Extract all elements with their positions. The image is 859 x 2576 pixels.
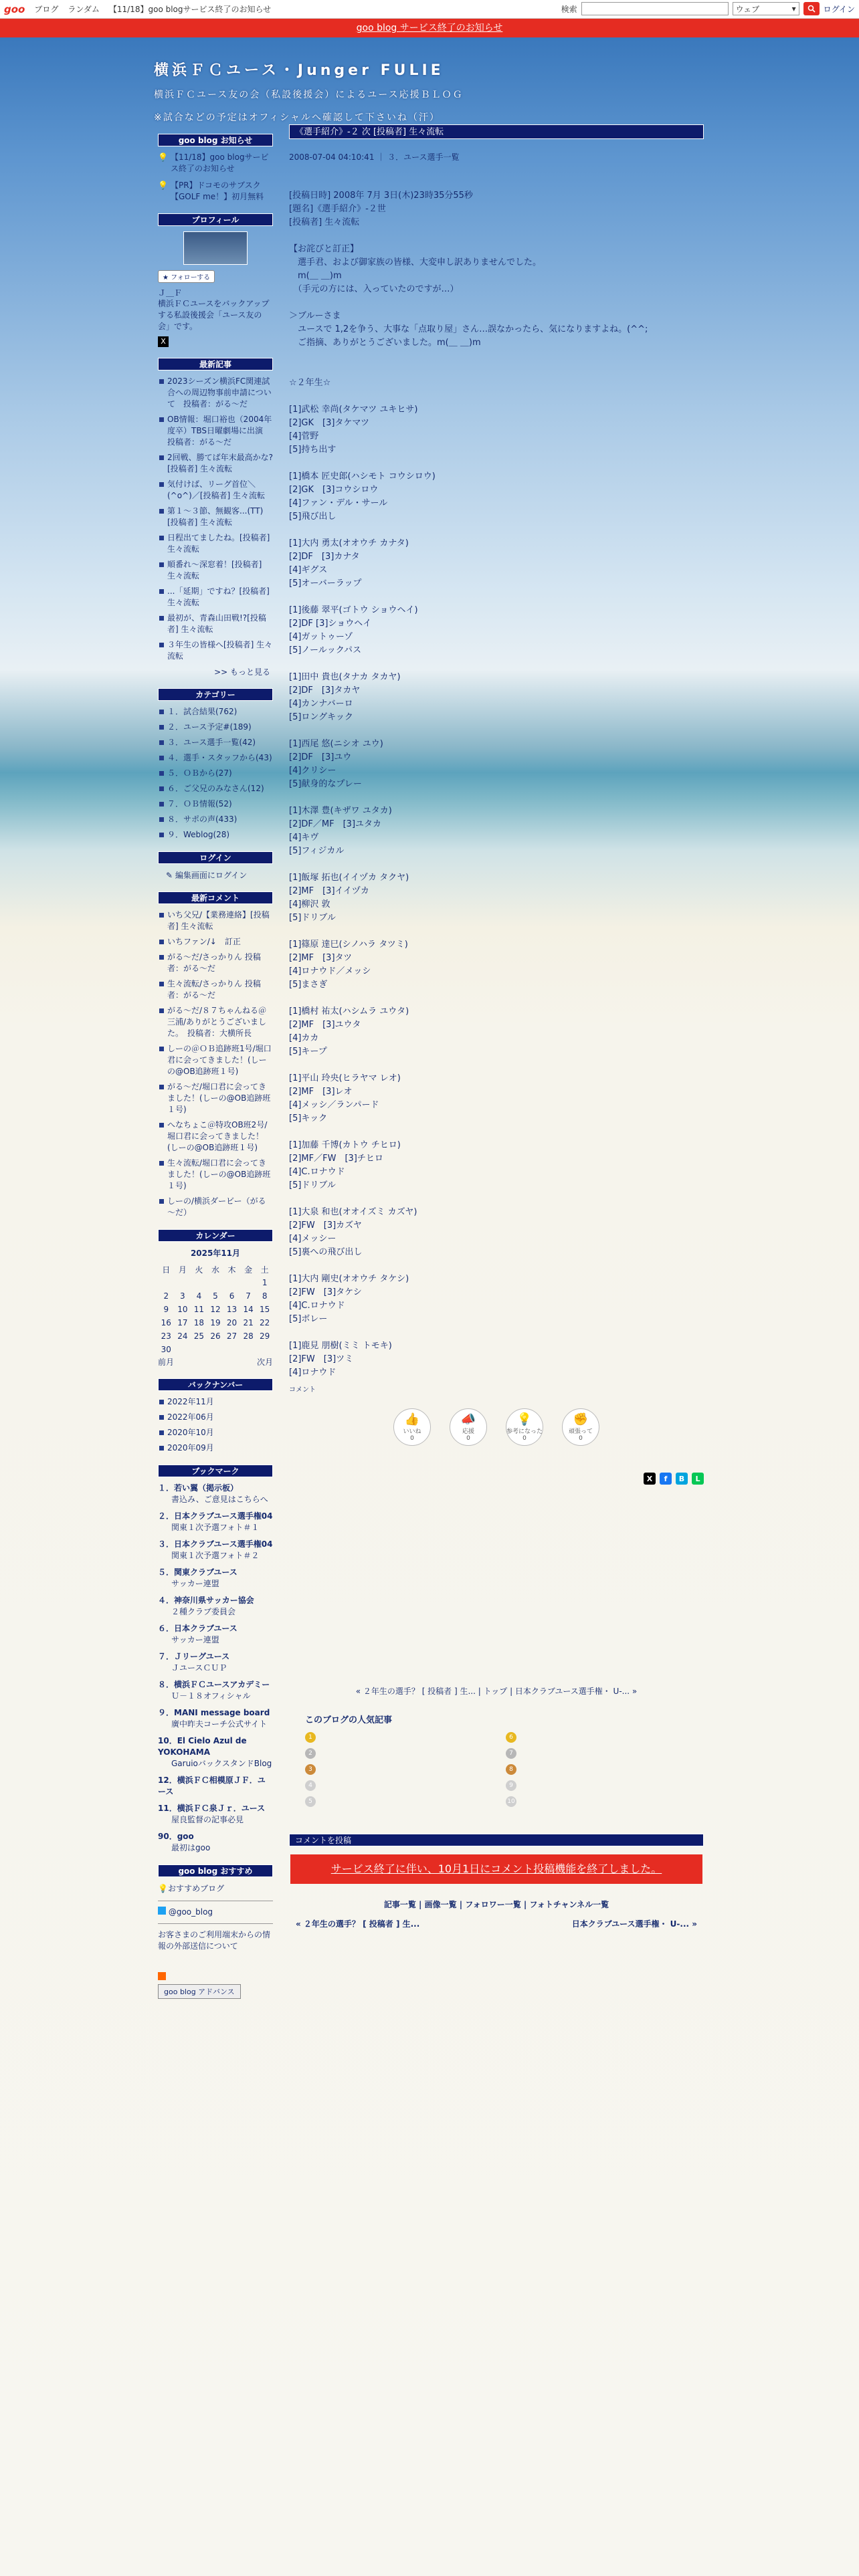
bookmark-desc: 関東１次予選フォト＃１	[171, 1523, 260, 1532]
popular-rank-cell	[506, 1780, 706, 1791]
bookmark-title[interactable]: ３．日本クラブユース選手権04	[158, 1539, 273, 1549]
calendar-day: 26	[210, 1331, 221, 1341]
popular-rank-cell	[506, 1748, 706, 1759]
announce-heading: goo blog お知らせ	[158, 134, 273, 146]
rss-icon[interactable]	[158, 1972, 166, 1980]
rank-icon: 8	[506, 1764, 516, 1775]
login-link[interactable]: ログイン	[823, 4, 855, 14]
footer-links[interactable]: 記事一覧 | 画像一覧 | フォロワー一覧 | フォトチャンネル一覧	[383, 1900, 609, 1909]
bookmark-title[interactable]: ７．Ｊリーグユース	[158, 1652, 230, 1661]
popular-rank-cell	[305, 1780, 506, 1791]
sidebar	[158, 134, 273, 2010]
bookmark-item[interactable]	[158, 1775, 273, 1798]
recent-post-item[interactable]: 順番れ～深窓着！[投稿者] 生々流転	[158, 559, 273, 582]
recent-post-item[interactable]: 気付けば、リーグ首位＼(^o^)／[投稿者] 生々流転	[158, 479, 273, 502]
calendar-month: 2025年11月	[190, 1249, 241, 1258]
bookmark-item[interactable]	[158, 1707, 273, 1730]
advance-badge[interactable]: goo blog アドバンス	[158, 1984, 241, 1999]
login-heading: ログイン	[158, 851, 273, 864]
reaction-emoji-icon: 👍	[404, 1412, 420, 1426]
comment-item[interactable]: がる～だ/さっかりん 投稿者：がる～だ	[158, 952, 273, 974]
comments-heading: 最新コメント	[158, 891, 273, 904]
calendar-day: 14	[243, 1305, 254, 1314]
calendar-weekday: 日	[162, 1265, 171, 1275]
login-box	[158, 851, 273, 881]
recent-post-item[interactable]: 2023シーズン横浜FC関連試合への周辺物事前申請について 投稿者：がる～だ	[158, 376, 273, 410]
rank-icon: 6	[506, 1732, 516, 1743]
search-label: 検索	[561, 4, 577, 14]
profile-name[interactable]: Ｊ＿Ｆ	[158, 288, 183, 298]
category-list	[158, 706, 273, 841]
comment-item[interactable]: がる～だ/堀口君に会ってきました！(しーの@OB追跡班１号)	[158, 1081, 273, 1115]
bookmark-item[interactable]	[158, 1567, 273, 1590]
medal-icon: 2	[305, 1748, 316, 1759]
bookmark-title[interactable]: ９．MANI message board	[158, 1708, 270, 1717]
bookmark-desc: サッカー連盟	[171, 1635, 219, 1644]
bookmark-title[interactable]: ５．関東クラブユース	[158, 1568, 237, 1577]
star-icon: ★	[163, 274, 169, 282]
bookmark-item[interactable]	[158, 1483, 273, 1505]
calendar-day: 21	[243, 1318, 254, 1327]
chevron-down-icon: ▾	[791, 4, 796, 13]
calendar-day: 15	[260, 1305, 270, 1314]
pencil-icon: ✎	[166, 871, 173, 880]
calendar-day: 20	[226, 1318, 237, 1327]
calendar-table	[158, 1263, 273, 1356]
reaction-button[interactable]	[393, 1408, 431, 1446]
search-scope-value: ウェブ	[735, 4, 760, 14]
popular-grid	[305, 1732, 704, 1807]
reaction-count: 0	[466, 1435, 470, 1442]
blog-header	[154, 59, 702, 133]
announce-item[interactable]	[158, 180, 273, 203]
comment-closed-link[interactable]: サービス終了に伴い、10月1日にコメント投稿機能を終了しました。	[330, 1862, 662, 1875]
calendar-day: 24	[177, 1331, 188, 1341]
comment-list	[158, 909, 273, 1218]
popular-rank-cell	[506, 1732, 706, 1743]
comment-item[interactable]: 生々流転/さっかりん 投稿者：がる～だ	[158, 978, 273, 1001]
calendar-day	[191, 1276, 207, 1289]
popular-rank-cell	[506, 1764, 706, 1775]
blog-subdescription: ※試合などの予定はオフィシャルへ確認して下さいね（汗）	[154, 112, 440, 123]
reaction-label: 参考になった	[506, 1428, 543, 1435]
search-input[interactable]	[581, 2, 729, 15]
recent-post-item[interactable]: 日程出てましたね。[投稿者] 生々流転	[158, 532, 273, 555]
recent-post-item[interactable]: 第１～３節、無観客...(TT)[投稿者] 生々流転	[158, 506, 273, 528]
calendar-weekday: 土	[260, 1265, 269, 1275]
calendar-day	[240, 1276, 257, 1289]
bookmark-desc: ＪユースＣＵＰ	[171, 1663, 227, 1673]
comment-item[interactable]: しーの/横浜ダービー（がる～だ）	[158, 1196, 273, 1218]
bookmark-title[interactable]: ８．横浜ＦＣユースアカデミー	[158, 1680, 270, 1689]
prev-month-link[interactable]: 前月	[158, 1358, 175, 1367]
calendar-day: 6	[229, 1291, 235, 1301]
rank-icon: 5	[305, 1796, 316, 1807]
medal-icon: 3	[305, 1764, 316, 1775]
popular-rank-cell	[305, 1732, 506, 1743]
blog-description: 横浜ＦＣユース友の会（私設後援会）によるユース応援ＢＬＯＧ	[154, 90, 464, 100]
calendar-day: 4	[196, 1291, 202, 1301]
bookmark-box	[158, 1465, 273, 1854]
profile-image	[183, 231, 248, 265]
backnumber-item[interactable]: 2020年09月	[158, 1442, 273, 1454]
bookmark-item[interactable]	[158, 1511, 273, 1533]
data-transmission-link[interactable]: お客さまのご利用端末からの情報の外部送信について	[158, 1923, 273, 1952]
recommend-box	[158, 1864, 273, 1999]
recommend-link[interactable]: おすすめブログ	[167, 1884, 225, 1893]
backnumber-item[interactable]: 2020年10月	[158, 1427, 273, 1438]
bookmark-item[interactable]	[158, 1539, 273, 1562]
bookmark-item[interactable]	[158, 1735, 273, 1769]
search-icon	[807, 5, 816, 13]
bookmark-item[interactable]	[158, 1803, 273, 1826]
bookmark-title[interactable]: ６．日本クラブユース	[158, 1624, 237, 1633]
category-item[interactable]: ５．ＯＢから(27)	[158, 768, 273, 779]
bookmark-desc: 最初はgoo	[171, 1843, 211, 1852]
rank-icon: 7	[506, 1748, 516, 1759]
calendar-heading: カレンダー	[158, 1229, 273, 1242]
calendar-day: 28	[243, 1331, 254, 1341]
calendar-weekday: 火	[195, 1265, 203, 1275]
calendar-box	[158, 1229, 273, 1368]
category-item[interactable]: ２．ユース予定#(189)	[158, 722, 273, 733]
reaction-emoji-icon: 📣	[460, 1412, 476, 1426]
more-link[interactable]: >> もっと見る	[214, 667, 270, 677]
goo-twitter-link[interactable]: @goo_blog	[168, 1907, 213, 1917]
next-month-link[interactable]: 次月	[256, 1358, 273, 1367]
rank-icon: 10	[506, 1796, 516, 1807]
category-item[interactable]: ７．ＯＢ情報(52)	[158, 798, 273, 810]
bookmark-title[interactable]: 12．横浜ＦＣ相模原ＪＦ．ユース	[158, 1776, 266, 1796]
calendar-day: 8	[262, 1291, 268, 1301]
reaction-emoji-icon: ✊	[573, 1412, 589, 1426]
hatena-share-icon[interactable]: B	[676, 1473, 688, 1485]
rank-icon: 4	[305, 1780, 316, 1791]
popular-title: このブログの人気記事	[305, 1715, 393, 1725]
calendar-day: 7	[246, 1291, 251, 1301]
bookmark-desc: ２種クラブ委員会	[171, 1607, 236, 1616]
calendar-day	[223, 1276, 240, 1289]
comment-item[interactable]: へなちょこ＠特攻OB班2号/堀口君に会ってきました！(しーの@OB追跡班１号)	[158, 1119, 273, 1154]
calendar-day: 9	[163, 1305, 169, 1314]
comment-heading: コメントを投稿	[289, 1834, 704, 1846]
category-heading: カテゴリー	[158, 688, 273, 701]
line-share-icon[interactable]: L	[692, 1473, 704, 1485]
topbar-link-notice[interactable]: 【11/18】goo blogサービス終了のお知らせ	[108, 5, 272, 14]
calendar-day	[158, 1276, 175, 1289]
reaction-buttons	[289, 1408, 704, 1446]
bookmark-title[interactable]: 10．El Cielo Azul de YOKOHAMA	[158, 1736, 247, 1757]
comment-item[interactable]: がる～だ/８７ちゃんねる＠三浦/ありがとうございました。 投稿者：大横所長	[158, 1005, 273, 1039]
calendar-day	[207, 1276, 224, 1289]
follow-button[interactable]	[158, 270, 215, 283]
bookmark-title[interactable]: ４．神奈川県サッカー協会	[158, 1596, 254, 1605]
recent-post-item[interactable]: 2回戦、勝てば年末最高かな?[投稿者] 生々流転	[158, 452, 273, 475]
announce-item[interactable]	[158, 152, 273, 175]
bulb-icon: 💡	[158, 181, 168, 190]
reaction-label: 頑張って	[568, 1428, 593, 1435]
bookmark-item[interactable]	[158, 1679, 273, 1702]
comment-closed-notice[interactable]	[290, 1854, 702, 1884]
calendar-day: 30	[161, 1345, 171, 1354]
reaction-label: 応援	[462, 1428, 474, 1435]
calendar-day: 3	[180, 1291, 185, 1301]
service-end-link[interactable]: goo blog サービス終了のお知らせ	[356, 23, 503, 33]
category-item[interactable]: ８．サポの声(433)	[158, 814, 273, 825]
calendar-weekday: 月	[178, 1265, 187, 1275]
entry-title: 《選手紹介》-２ 次 [投稿者] 生々流転	[289, 124, 704, 139]
calendar-day: 11	[193, 1305, 205, 1314]
calendar-day: 5	[213, 1291, 218, 1301]
entry-nav[interactable]: « ２年生の選手？ [ 投稿者 ] 生... | トップ | 日本クラブユース選手権・ U-... »	[355, 1687, 638, 1696]
calendar-day: 13	[226, 1305, 237, 1314]
comment-item[interactable]: 生々流転/堀口君に会ってきました！(しーの@OB追跡班１号)	[158, 1158, 273, 1192]
reaction-label: いいね	[403, 1428, 421, 1435]
profile-text: 横浜ＦＣユースをバックアップする私設後援会「ユース友の会」です。	[158, 299, 270, 331]
announce-box	[158, 134, 273, 203]
next-entry-link[interactable]: 日本クラブユース選手権・ U-... »	[571, 1919, 697, 1929]
popular-rank-cell	[506, 1796, 706, 1807]
reaction-count: 0	[410, 1435, 414, 1442]
calendar-weekday: 金	[244, 1265, 253, 1275]
popular-rank-cell	[305, 1796, 506, 1807]
recent-post-item[interactable]: 最初が、青森山田戦!?[投稿者] 生々流転	[158, 613, 273, 635]
calendar-day: 12	[210, 1305, 221, 1314]
bookmark-desc: 屋良監督の記事必見	[171, 1815, 244, 1824]
bookmark-item[interactable]	[158, 1831, 273, 1854]
recent-heading: 最新記事	[158, 358, 273, 370]
calendar-day: 27	[226, 1331, 237, 1341]
recent-post-item[interactable]: OB情報：堀口裕也（2004年度卒）TBS日曜劇場に出演 投稿者：がる～だ	[158, 414, 273, 448]
recent-post-item[interactable]: ...「延期」ですね？[投稿者] 生々流転	[158, 586, 273, 609]
medal-icon: 1	[305, 1732, 316, 1743]
calendar-day	[240, 1343, 257, 1356]
profile-box	[158, 213, 273, 347]
announce-link[interactable]: 【PR】ドコモのサブスク【GOLF me！】初月無料	[170, 181, 264, 201]
goo-topbar	[0, 0, 859, 19]
calendar-day	[223, 1343, 240, 1356]
calendar-day	[175, 1276, 191, 1289]
category-item[interactable]: ６．ご父兄のみなさん(12)	[158, 783, 273, 794]
recent-list	[158, 376, 273, 662]
bookmark-item[interactable]	[158, 1595, 273, 1618]
calendar-day: 1	[262, 1278, 268, 1287]
blog-title[interactable]: 横浜ＦＣユース・Junger FULIE	[154, 62, 444, 79]
rank-icon: 9	[506, 1780, 516, 1791]
x-share-icon[interactable]: X	[158, 336, 169, 347]
comment-item[interactable]: いち父兄/【業務連絡】[投稿者] 生々流転	[158, 909, 273, 932]
x-share-icon[interactable]: X	[644, 1473, 656, 1485]
comments-box	[158, 891, 273, 1218]
topbar-link-random[interactable]: ランダム	[68, 5, 100, 14]
backnumber-box	[158, 1378, 273, 1454]
goo-logo[interactable]: goo	[4, 3, 25, 15]
category-box	[158, 688, 273, 841]
backnumber-item[interactable]: 2022年11月	[158, 1396, 273, 1408]
search-button[interactable]	[803, 2, 820, 15]
calendar-day	[175, 1343, 191, 1356]
comment-item[interactable]: しーの＠ＯＢ追跡班1号/堀口君に会ってきました！(しーの@OB追跡班１号)	[158, 1043, 273, 1077]
entry-body: [投稿日時] 2008年 7月 3日(木)23時35分55秒 [題名]《選手紹介》-２世 [投稿者] 生々流転 【お詫びと訂正】 選手君、および御家族の皆様、大変申し訳ありませんでした。 m(＿ ＿)m （手元の方には、入っていたのですが…） ＞ブルーさま ユースで 1,2を争う、大事な「点取り屋」さん…誤なかったら、気になりますよね。(^^; ご指摘、ありがとうございました。m(＿ ＿)m ☆２年生☆ [1]武松 幸尚(タケマツ ユキヒサ) [2]GK [3]タケマツ [4]菅野 [5]持ち出す [1]橋本 匠史郎(ハシモト コウシロウ) [2]GK [3]コウシロウ [4]ファン・デル・サール [5]飛び出し [1]大内 勇太(オオウチ カナタ) [2]DF [3]カナタ [4]ギグス [5]オーバーラップ [1]後藤 翠平(ゴトウ ショウヘイ) [2]DF [3]ショウヘイ [4]ガットゥーゾ [5]ノールックパス [1]田中 貴也(タナカ タカヤ) [2]DF [3]タカヤ [4]カンナバーロ [5]ロングキック [1]西尾 悠(ニシオ ユウ) [2]DF [3]ユウ [4]クリシー [5]献身的なプレー [1]木澤 豊(キザワ ユタカ) [2]DF／MF [3]ユタカ [4]キヴ [5]フィジカル [1]飯塚 拓也(イイヅカ タクヤ) [2]MF [3]イイヅカ [4]柳沢 敦 [5]ドリブル [1]篠原 達巳(シノハラ タツミ) [2]MF [3]タツ [4]ロナウド／メッシ [5]まさぎ [1]橋村 祐太(ハシムラ ユウタ) [2]MF [3]ユウタ [4]カカ [5]キープ [1]平山 玲央(ヒラヤマ レオ) [2]MF [3]レオ [4]メッシ／ランパード [5]キック [1]加藤 千博(カトウ チヒロ) [2]MF／FW [3]チヒロ [4]C.ロナウド [5]ドリブル [1]大泉 和也(オオイズミ カズヤ) [2]FW [3]カズヤ [4]メッシー [5]裏への飛び出し [1]大内 剛史(オオウチ タケシ) [2]FW [3]タケシ [4]C.ロナウド [5]ボレー [1]鹿見 朋樹(ミミ トモキ) [2]FW [3]ツミ [4]ロナウド	[289, 191, 648, 1378]
bookmark-heading: ブックマーク	[158, 1465, 273, 1477]
calendar-day: 19	[210, 1318, 221, 1327]
reaction-button[interactable]	[450, 1408, 487, 1446]
service-end-banner[interactable]	[0, 19, 859, 37]
reaction-count: 0	[579, 1435, 583, 1442]
bookmark-desc: 書込み、ご意見はこちらへ	[171, 1495, 268, 1504]
bookmark-item[interactable]	[158, 1651, 273, 1674]
calendar-day: 10	[177, 1305, 188, 1314]
calendar-day	[191, 1343, 207, 1356]
reaction-emoji-icon: 💡	[516, 1412, 533, 1426]
bookmark-title[interactable]: １．若い翼（掲示板）	[158, 1483, 239, 1493]
reaction-button[interactable]	[506, 1408, 543, 1446]
reaction-button[interactable]	[562, 1408, 599, 1446]
backnumber-heading: バックナンバー	[158, 1378, 273, 1391]
search-scope-select[interactable]	[733, 2, 799, 15]
popular-rank-cell	[305, 1748, 506, 1759]
calendar-day	[207, 1343, 224, 1356]
calendar-day: 22	[260, 1318, 270, 1327]
bookmark-title[interactable]: ２．日本クラブユース選手権04	[158, 1511, 273, 1521]
entry-meta[interactable]: 2008-07-04 04:10:41 ｜ ３．ユース選手一覧	[289, 152, 460, 162]
calendar-day: 2	[163, 1291, 169, 1301]
bookmark-desc: GaruioバックスタンドBlog	[171, 1759, 272, 1768]
calendar-weekday: 水	[211, 1265, 219, 1275]
category-item[interactable]: ４．選手・スタッフから(43)	[158, 752, 273, 764]
bookmark-desc: Ｕ－１８オフィシャル	[171, 1691, 251, 1701]
calendar-weekday: 木	[227, 1265, 236, 1275]
share-icons	[289, 1473, 704, 1485]
bookmark-item[interactable]	[158, 1623, 273, 1646]
recent-post-item[interactable]: ３年生の皆様へ[投稿者] 生々流転	[158, 639, 273, 662]
popular-rank-cell	[305, 1764, 506, 1775]
category-item[interactable]: ３．ユース選手一覧(42)	[158, 737, 273, 748]
category-item[interactable]: ９．Weblog(28)	[158, 829, 273, 841]
reaction-count: 0	[522, 1435, 527, 1442]
comment-item[interactable]: いちファン/↓ 訂正	[158, 936, 273, 948]
recent-posts-box	[158, 358, 273, 677]
backnumber-list	[158, 1396, 273, 1454]
prev-entry-link[interactable]: « ２年生の選手？ [ 投稿者 ] 生...	[296, 1919, 420, 1929]
bulb-icon: 💡	[158, 152, 168, 162]
profile-heading: プロフィール	[158, 213, 273, 226]
bookmark-title[interactable]: 11．横浜ＦＣ泉Ｊｒ．ユース	[158, 1804, 266, 1813]
bookmark-title[interactable]: 90．goo	[158, 1832, 194, 1841]
edit-login-link[interactable]: 編集画面にログイン	[175, 871, 248, 880]
topbar-link-blog[interactable]: ブログ	[34, 5, 59, 14]
top-search	[561, 2, 859, 15]
calendar-day: 29	[260, 1331, 270, 1341]
category-item[interactable]: １．試合結果(762)	[158, 706, 273, 718]
announce-link[interactable]: 【11/18】goo blogサービス終了のお知らせ	[170, 152, 269, 173]
comment-link[interactable]: コメント	[289, 1386, 316, 1394]
calendar-day: 18	[193, 1318, 205, 1327]
follow-label: フォローする	[171, 274, 211, 282]
recommend-heading: goo blog おすすめ	[158, 1864, 273, 1877]
bulb-icon: 💡	[158, 1884, 168, 1893]
bookmark-desc: 廣中昨夫コーチ公式サイト	[171, 1719, 268, 1729]
twitter-icon	[158, 1907, 166, 1915]
backnumber-item[interactable]: 2022年06月	[158, 1412, 273, 1423]
calendar-day: 23	[161, 1331, 171, 1341]
main-content	[289, 124, 704, 1929]
calendar-day: 16	[161, 1318, 171, 1327]
calendar-day: 25	[193, 1331, 205, 1341]
facebook-share-icon[interactable]: f	[660, 1473, 672, 1485]
calendar-day: 17	[177, 1318, 188, 1327]
bookmark-desc: 関東１次予選フォト＃２	[171, 1551, 260, 1560]
calendar-day	[256, 1343, 273, 1356]
bookmark-list	[158, 1483, 273, 1854]
bookmark-desc: サッカー連盟	[171, 1579, 219, 1588]
